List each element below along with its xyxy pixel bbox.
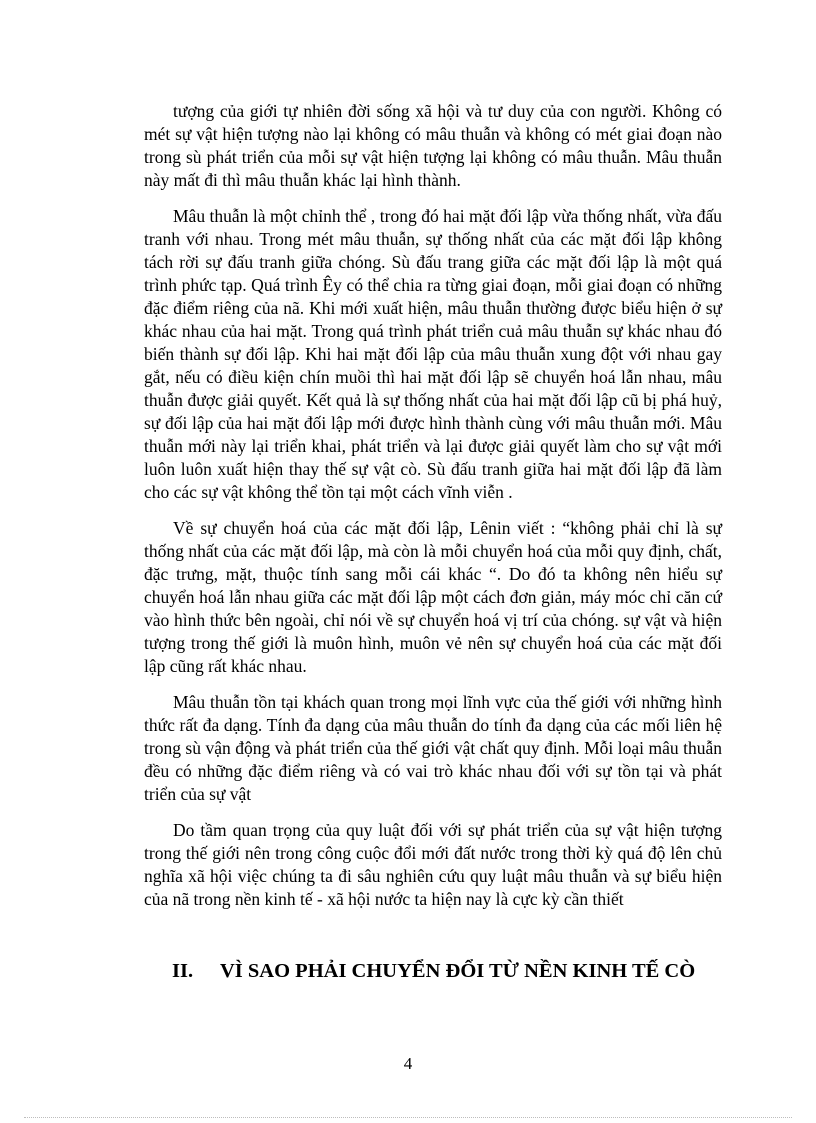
page-bottom-divider (24, 1117, 792, 1118)
page-number: 4 (403, 1054, 413, 1073)
body-text (144, 100, 722, 924)
paragraph-2: Mâu thuẫn là một chỉnh thể , trong đó hai mặt đối lập vừa thống nhất, vừa đấu tranh với nhau. Trong mét mâu thuẫn, sự thống nhất của các mặt đối lập không tách rời sự đấu tranh giữa chóng. Sù đấu trang giữa các mặt đối lập là một quá trình phức tạp. Quá trình Êy có thể chia ra từng giai đoạn, mỗi giai đoạn có những đặc điểm riêng của nã. Khi mới xuất hiện, mâu thuẫn thường được biểu hiện ở sự khác nhau của hai mặt. Trong quá trình phát triển cuả mâu thuẫn sự khác nhau đó biến thành sự đối lập. Khi hai mặt đối lập của mâu thuẫn xung đột với nhau gay gắt, nếu có điều kiện chín muồi thì hai mặt đối lập sẽ chuyển hoá lẫn nhau, mâu thuẫn được giải quyết. Kết quả là sự thống nhất của hai mặt đối lập cũ bị phá huỷ, sự đối lập của hai mặt đối lập mới được hình thành cùng với mâu thuẫn mới. Mâu thuẫn mới này lại triển khai, phát triển và lại được giải quyết làm cho sự vật mới luôn luôn xuất hiện thay thế sự vật cò. Sù đấu tranh giữa hai mặt đối lập đã làm cho các sự vật không thể tồn tại một cách vĩnh viễn . (144, 206, 722, 502)
section-title: VÌ SAO PHẢI CHUYỂN ĐỔI TỪ NỀN KINH TẾ CÒ (220, 960, 696, 982)
section-heading (172, 960, 732, 983)
paragraph-5: Do tầm quan trọng của quy luật đối với sự phát triển của sự vật hiện tượng trong thế giới nên trong công cuộc đổi mới đất nước trong thời kỳ quá độ lên chủ nghĩa xã hội việc chúng ta đi sâu nghiên cứu quy luật mâu thuẫn và sự biểu hiện của nã trong nền kinh tế - xã hội nước ta hiện nay là cực kỳ cần thiết (144, 820, 722, 909)
paragraph-3: Về sự chuyển hoá của các mặt đối lập, Lênin viết : “không phải chỉ là sự thống nhất của các mặt đối lập, mà còn là mỗi chuyển hoá của mỗi quy định, chất, đặc trưng, mặt, thuộc tính sang mỗi cái khác “. Do đó ta không nên hiểu sự chuyển hoá lẫn nhau giữa các mặt đối lập một cách đơn giản, máy móc chỉ căn cứ vào hình thức bên ngoài, chỉ nói về sự chuyển hoá vị trí của chóng. sự vật và hiện tượng trong thế giới là muôn hình, muôn vẻ nên sự chuyển hoá của các mặt đối lập cũng rất khác nhau. (144, 518, 722, 676)
paragraph-4: Mâu thuẫn tồn tại khách quan trong mọi lĩnh vực của thế giới với những hình thức rất đa dạng. Tính đa dạng của mâu thuẫn do tính đa dạng của các mối liên hệ trong sù vận động và phát triển của thế giới vật chất quy định. Mỗi loại mâu thuẫn đều có những đặc điểm riêng và có vai trò khác nhau đối với sự tồn tại và phát triển của sự vật (144, 692, 722, 804)
paragraph-1: tượng của giới tự nhiên đời sống xã hội và tư duy của con người. Không có mét sự vật hiện tượng nào lại không có mâu thuẫn và không có mét giai đoạn nào trong sù phát triển của mỗi sự vật hiện tượng lại không có mâu thuẫn. Mâu thuẫn này mất đi thì mâu thuẫn khác lại hình thành. (144, 101, 722, 190)
section-number: II. (172, 960, 194, 982)
